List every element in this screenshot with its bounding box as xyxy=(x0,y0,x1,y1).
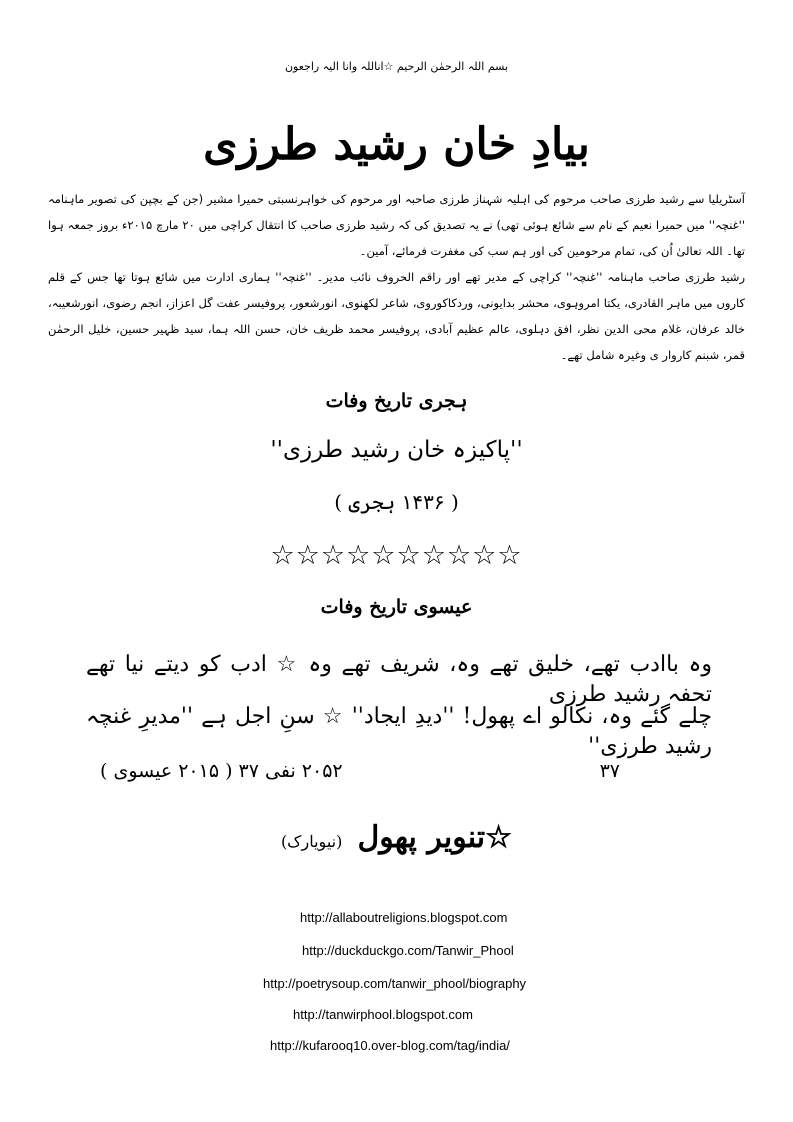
bismillah-line: بسم اللہ الرحمٰن الرحیم ☆اناللہ وانا الیہ راجعون xyxy=(284,60,509,73)
hijri-date-heading: ہجری تاریخ وفات xyxy=(325,390,468,412)
hijri-chronogram: ''پاکیزہ خان رشید طرزی'' xyxy=(270,437,523,463)
blog-link[interactable]: http://allaboutreligions.blogspot.com xyxy=(300,910,508,925)
verse-line: چلے گئے وہ، نکالو اے پھول! ''دیدِ ایجاد'' ☆ سنِ اجل ہے ''مدیرِ غنچہ رشید طرزی'' xyxy=(86,704,712,759)
chronogram-number-right: ۳۷ xyxy=(599,760,620,782)
intro-paragraph: رشید طرزی صاحب ماہنامہ ''غنچہ'' کراچی کے مدیر تھے اور راقم الحروف نائب مدیر۔ ''غنچہ'' ہماری ادارت میں شائع ہوتا تھا جس کے قلم کاروں میں ماہر القادری، یکتا امروہوی، محشر بدایونی، وردکاکوروی، شاعر لکھنوی، انورشعور، پروفیسر عفت گل اعزاز، انجم رضوی، انورشعیبہ، خالد عرفان، غلام محی الدین نظر، افق دہلوی، عالم عظیم آبادی، پروفیسر محمد ظریف خان، حسن اللہ ہما، سید ظہیر حسین، خلیل الرحمٰن قمر، شبنم کاروار ی وغیرہ شامل تھے۔ xyxy=(48,270,745,362)
duckduckgo-link[interactable]: http://duckduckgo.com/Tanwir_Phool xyxy=(302,943,514,958)
star-separator: ☆☆☆☆☆☆☆☆☆☆ xyxy=(270,540,523,571)
tanwirphool-blog-link[interactable]: http://tanwirphool.blogspot.com xyxy=(293,1007,473,1022)
author-location: (نیویارک) xyxy=(280,832,343,851)
hijri-year: ( ۱۴۳۶ ہجری ) xyxy=(334,490,459,514)
over-blog-link[interactable]: http://kufarooq10.over-blog.com/tag/india/ xyxy=(270,1038,510,1053)
chronogram-number-calc: ۲۰۵۲ نفی ۳۷ ( ۲۰۱۵ عیسوی ) xyxy=(100,760,343,782)
page-title: بیادِ خان رشید طرزی xyxy=(203,119,590,170)
author-name: ☆تنویر پھول xyxy=(357,820,513,855)
poetrysoup-link[interactable]: http://poetrysoup.com/tanwir_phool/biography xyxy=(263,976,527,991)
gregorian-date-heading: عیسوی تاریخ وفات xyxy=(320,596,473,618)
verse-line: وہ باادب تھے، خلیق تھے وہ، شریف تھے وہ ☆ ادب کو دیتے نیا تھے تحفہ رشید طرزی xyxy=(86,652,712,707)
intro-paragraph: آسٹریلیا سے رشید طرزی صاحب مرحوم کی اہلیہ شہناز طرزی صاحبہ اور مرحوم کی خواہرنسبتی حمیرا مشیر (جن کے بچپن کی تصویر ماہنامہ ''غنچہ'' میں حمیرا نعیم کے نام سے شائع ہوئی تھی) نے یہ تصدیق کی کہ رشید طرزی صاحب کا انتقال کراچی میں ۲۰ مارچ ۲۰۱۵ء بروز جمعہ ہوا تھا۔ اللہ تعالیٰ اُن کی، تمام مرحومین کی اور ہم سب کی مغفرت فرمائے، آمین۔ xyxy=(48,192,745,258)
author-signature xyxy=(0,820,793,855)
intro-text xyxy=(48,186,745,368)
